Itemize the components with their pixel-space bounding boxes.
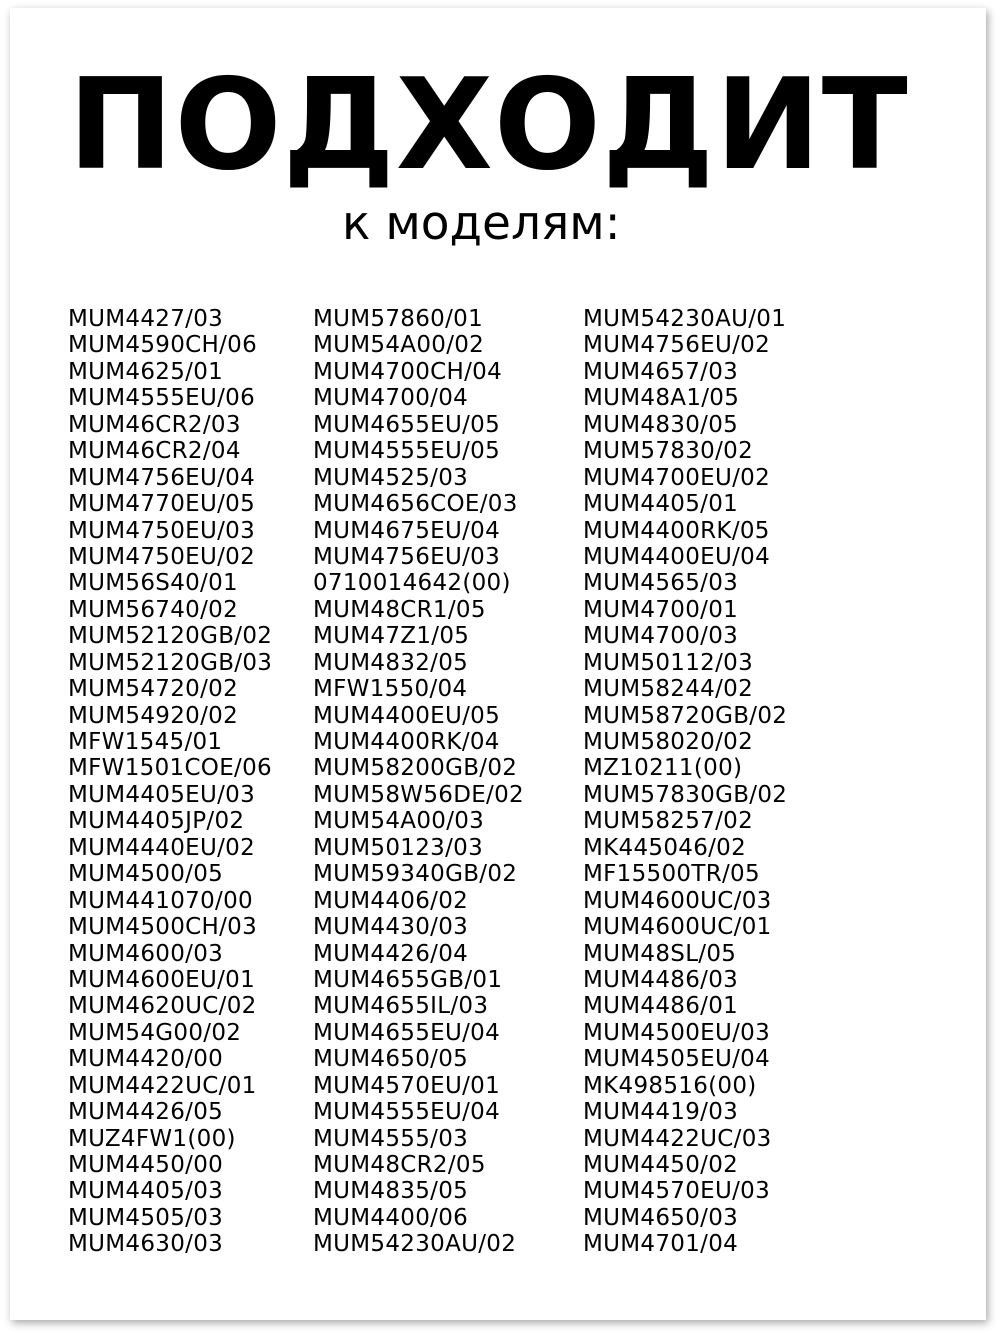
model-item: MUM4426/04 [313, 940, 469, 967]
model-item: MUM52120GB/03 [68, 649, 273, 676]
model-item: MUM4655EU/04 [313, 1019, 501, 1046]
model-item: MUM50112/03 [583, 649, 754, 676]
model-item: MFW1501COE/06 [68, 755, 272, 782]
model-item: MUM4430/03 [313, 914, 469, 941]
model-item: MUM4590CH/06 [68, 332, 258, 359]
page-subtitle: к моделям: [342, 196, 621, 251]
model-item: MUM46CR2/04 [68, 438, 241, 465]
model-item: MUM57830GB/02 [583, 781, 788, 808]
model-item: MUM4422UC/01 [68, 1072, 257, 1099]
model-item: MUM4701/04 [583, 1231, 739, 1258]
model-item: MUM4600UC/01 [583, 914, 772, 941]
model-item: MUM4756EU/02 [583, 332, 771, 359]
model-item: MUM4450/02 [583, 1152, 739, 1178]
model-item: MUM441070/00 [68, 887, 253, 914]
model-item: MUM4400RK/05 [583, 517, 770, 544]
model-item: MUM4486/03 [583, 966, 739, 993]
model-item: MUM58200GB/02 [313, 755, 518, 782]
model-item: MFW1550/04 [313, 676, 468, 703]
model-item: MUM47Z1/05 [313, 623, 470, 650]
model-item: MUM4700CH/04 [313, 358, 503, 385]
model-item: MK445046/02 [583, 834, 747, 861]
model-item: MUM56740/02 [68, 596, 239, 623]
model-item: MUM4405JP/02 [68, 808, 245, 835]
model-item: MUM48SL/05 [583, 940, 737, 967]
model-item: MUM4830/05 [583, 411, 739, 438]
model-item: MUM4657/03 [583, 358, 739, 385]
model-item: MUM4426/05 [68, 1099, 224, 1126]
model-item: MUM4555/03 [313, 1125, 469, 1152]
model-item: MUM4570EU/03 [583, 1178, 771, 1205]
model-item: MUM48CR2/05 [313, 1152, 486, 1178]
model-item: MUM54230AU/01 [583, 306, 787, 332]
model-item: MUM58257/02 [583, 808, 754, 835]
model-item: MUM58244/02 [583, 676, 754, 703]
model-item: MUM4650/05 [313, 1046, 469, 1073]
model-item: MUM4525/03 [313, 464, 469, 491]
model-item: MUM54230AU/02 [313, 1231, 517, 1258]
model-item: MUM4405/01 [583, 491, 739, 518]
model-item: MFW1545/01 [68, 729, 223, 755]
model-item: MUM4750EU/03 [68, 517, 256, 544]
model-item: MUM4400RK/04 [313, 729, 500, 755]
model-item: MUM4832/05 [313, 649, 469, 676]
model-item: MUM52120GB/02 [68, 623, 273, 650]
model-item: MUM58020/02 [583, 729, 754, 755]
model-item: MUM4625/01 [68, 358, 224, 385]
model-item: MUM4505EU/04 [583, 1046, 771, 1073]
model-item: MUM4700EU/02 [583, 464, 771, 491]
model-item: MUM58W56DE/02 [313, 781, 524, 808]
model-item: MUM4555EU/04 [313, 1099, 501, 1126]
model-item: MUM56S40/01 [68, 570, 238, 597]
model-item: 0710014642(00) [313, 570, 511, 597]
model-item: MUM4450/00 [68, 1152, 224, 1178]
model-item: MUM4650/03 [583, 1204, 739, 1231]
model-item: MUM4555EU/05 [313, 438, 501, 465]
model-item: MUM48A1/05 [583, 385, 740, 412]
model-item: MUM4700/01 [583, 596, 739, 623]
model-item: MUM4500/05 [68, 861, 224, 888]
model-item: MUM48CR1/05 [313, 596, 486, 623]
model-item: MUM4400EU/05 [313, 702, 501, 729]
model-list-column-3 [583, 306, 787, 1258]
model-item: MUM4400EU/04 [583, 543, 771, 570]
model-item: MUM54A00/02 [313, 332, 485, 359]
model-item: MUM57830/02 [583, 438, 754, 465]
model-item: MUM4675EU/04 [313, 517, 501, 544]
model-item: MUM4427/03 [68, 306, 224, 332]
model-item: MUM4406/02 [313, 887, 469, 914]
model-item: MUM4570EU/01 [313, 1072, 501, 1099]
model-item: MUM4405/03 [68, 1178, 224, 1205]
model-item: MUM4655IL/03 [313, 993, 489, 1020]
model-item: MUM4756EU/03 [313, 543, 501, 570]
model-item: MUM46CR2/03 [68, 411, 241, 438]
model-item: MUM54A00/03 [313, 808, 485, 835]
model-list-column-2 [313, 306, 524, 1258]
model-item: MUM4620UC/02 [68, 993, 257, 1020]
model-item: MUM4600/03 [68, 940, 224, 967]
model-item: MUM4600EU/01 [68, 966, 256, 993]
model-item: MUM4505/03 [68, 1204, 224, 1231]
page-title: ПОДХОДИТ [68, 51, 909, 198]
model-item: MUM4700/04 [313, 385, 469, 412]
model-item: MUM4835/05 [313, 1178, 469, 1205]
model-item: MUM4500EU/03 [583, 1019, 771, 1046]
model-item: MUM4600UC/03 [583, 887, 772, 914]
model-item: MZ10211(00) [583, 755, 743, 782]
model-item: MUM4756EU/04 [68, 464, 256, 491]
model-item: MUM54720/02 [68, 676, 239, 703]
model-item: MUM4500CH/03 [68, 914, 258, 941]
model-item: MUM57860/01 [313, 306, 484, 332]
model-item: MUM59340GB/02 [313, 861, 518, 888]
model-item: MUM4405EU/03 [68, 781, 256, 808]
model-item: MUM58720GB/02 [583, 702, 788, 729]
model-item: MUM54920/02 [68, 702, 239, 729]
model-item: MUM4420/00 [68, 1046, 224, 1073]
model-item: MUM4565/03 [583, 570, 739, 597]
model-item: MUM4419/03 [583, 1099, 739, 1126]
model-list-column-1 [68, 306, 272, 1258]
model-item: MUM4700/03 [583, 623, 739, 650]
model-item: MUM4555EU/06 [68, 385, 256, 412]
model-item: MUM54G00/02 [68, 1019, 242, 1046]
model-item: MUM4655GB/01 [313, 966, 503, 993]
model-item: MUM4750EU/02 [68, 543, 256, 570]
model-item: MUZ4FW1(00) [68, 1125, 236, 1152]
model-item: MUM50123/03 [313, 834, 484, 861]
model-item: MUM4770EU/05 [68, 491, 256, 518]
model-item: MUM4655EU/05 [313, 411, 501, 438]
model-item: MUM4400/06 [313, 1204, 469, 1231]
model-item: MK498516(00) [583, 1072, 757, 1099]
model-item: MUM4630/03 [68, 1231, 224, 1258]
model-item: MUM4486/01 [583, 993, 739, 1020]
model-item: MUM4656COE/03 [313, 491, 518, 518]
model-item: MF15500TR/05 [583, 861, 760, 888]
model-item: MUM4440EU/02 [68, 834, 256, 861]
model-item: MUM4422UC/03 [583, 1125, 772, 1152]
